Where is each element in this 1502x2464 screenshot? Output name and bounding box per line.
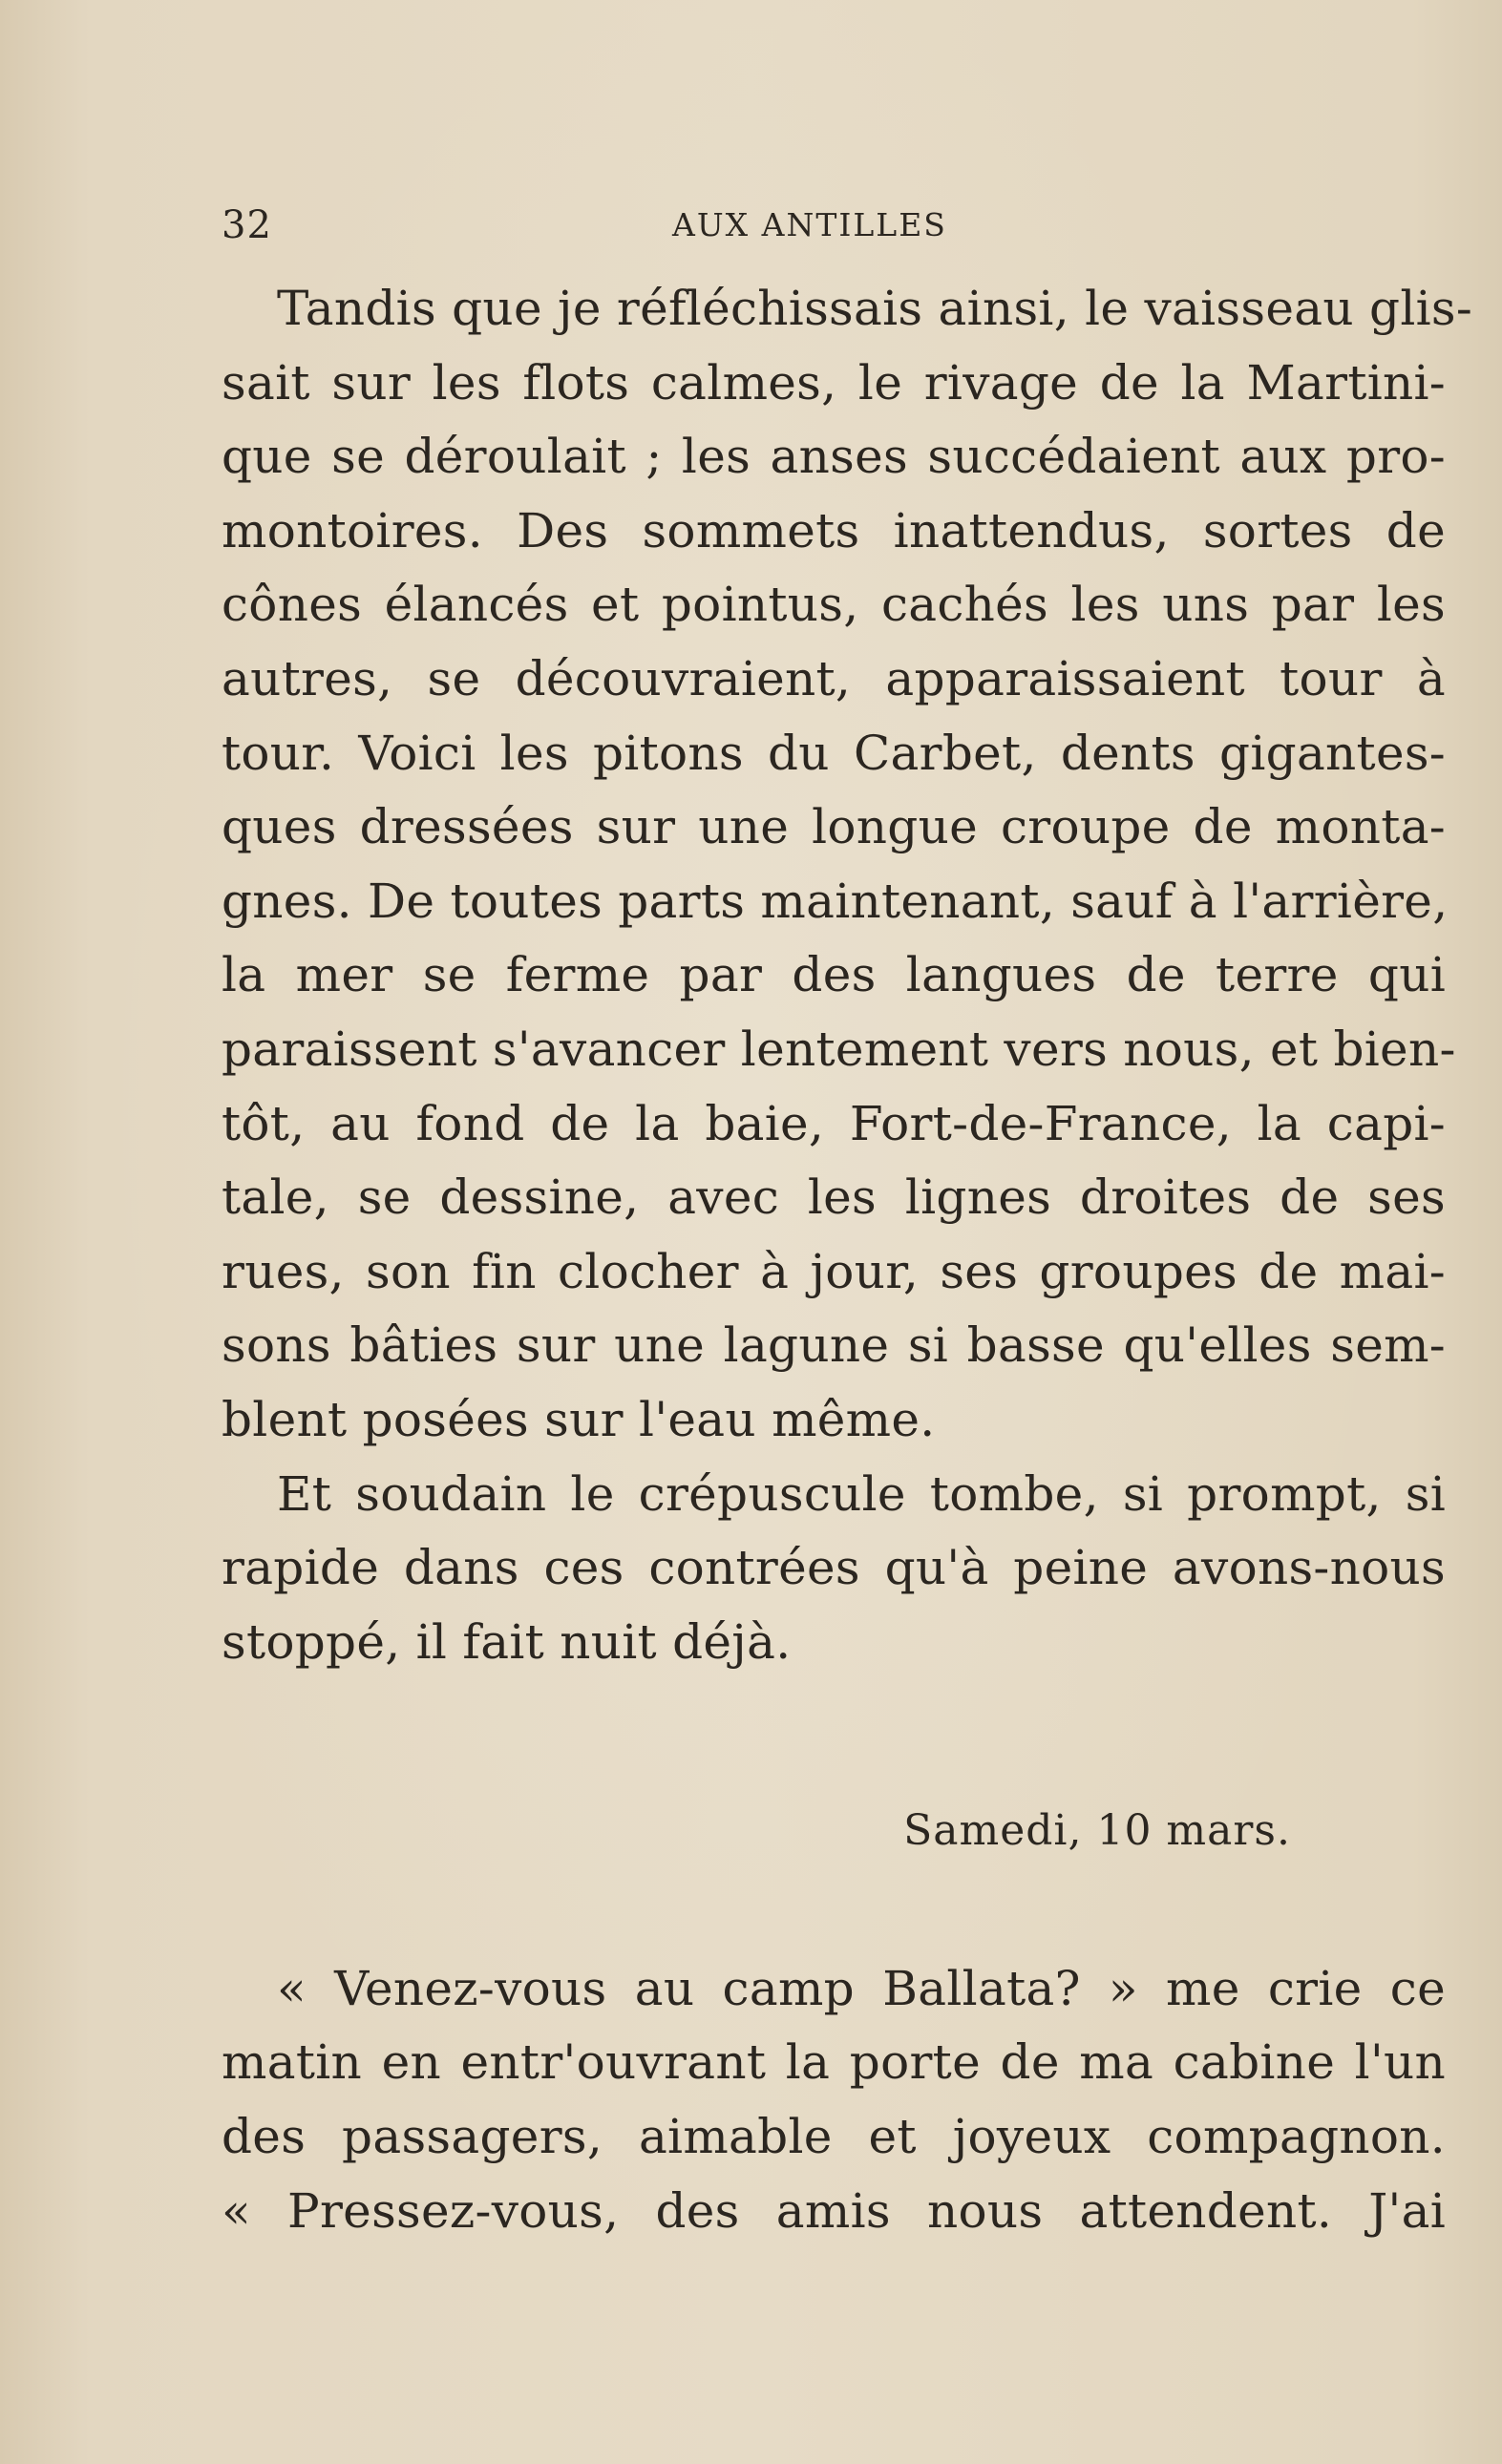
- paragraph-3: [222, 1952, 1446, 2248]
- section-spacer: [222, 1868, 1446, 1952]
- dateline: Samedi, 10 mars.: [903, 1806, 1291, 1856]
- text-line: montoires. Des sommets inattendus, sortes de: [222, 502, 1446, 558]
- text-line: blent posées sur l'eau même.: [222, 1391, 936, 1447]
- text-line: paraissent s'avancer lentement vers nous, et bien-: [222, 1021, 1456, 1077]
- text-line: tour. Voici les pitons du Carbet, dents gigantes-: [222, 725, 1446, 781]
- text-line: sons bâties sur une lagune si basse qu'elles sem-: [222, 1317, 1446, 1374]
- text-line: que se déroulait ; les anses succédaient aux pro-: [222, 429, 1446, 485]
- text-line: tôt, au fond de la baie, Fort-de-France, la capi-: [222, 1095, 1446, 1151]
- running-head: [222, 197, 1446, 254]
- text-line: rapide dans ces contrées qu'à peine avons-nous: [222, 1540, 1446, 1596]
- text-line: matin en entr'ouvrant la porte de ma cabine l'un: [222, 2034, 1446, 2091]
- section-spacer: [222, 1679, 1446, 1794]
- running-title: AUX ANTILLES: [672, 206, 947, 243]
- text-line: Tandis que je réfléchissais ainsi, le vaisseau glis-: [277, 281, 1473, 336]
- text-line: la mer se ferme par des langues de terre qui: [222, 947, 1446, 1003]
- page-number: 32: [222, 203, 272, 247]
- text-line: autres, se découvraient, apparaissaient tour à: [222, 650, 1446, 706]
- text-line: cônes élancés et pointus, cachés les uns par les: [222, 577, 1446, 633]
- body-text: [222, 272, 1473, 2248]
- text-line: stoppé, il fait nuit déjà.: [222, 1613, 792, 1670]
- text-line: tale, se dessine, avec les lignes droites de ses: [222, 1169, 1446, 1226]
- text-line: gnes. De toutes parts maintenant, sauf à l'arrière,: [222, 873, 1449, 929]
- text-line: Et soudain le crépuscule tombe, si prompt, si: [277, 1465, 1446, 1522]
- text-line: sait sur les flots calmes, le rivage de la Martini-: [222, 354, 1446, 411]
- text-line: « Venez-vous au camp Ballata? » me crie ce: [277, 1960, 1446, 2016]
- paragraph-1: [222, 272, 1473, 1458]
- paragraph-2: [222, 1458, 1446, 1680]
- text-line: ques dressées sur une longue croupe de monta-: [222, 799, 1446, 855]
- text-line: « Pressez-vous, des amis nous attendent. J'ai: [222, 2182, 1446, 2239]
- text-line: des passagers, aimable et joyeux compagnon.: [222, 2109, 1446, 2165]
- text-line: rues, son fin clocher à jour, ses groupes de mai-: [222, 1243, 1446, 1299]
